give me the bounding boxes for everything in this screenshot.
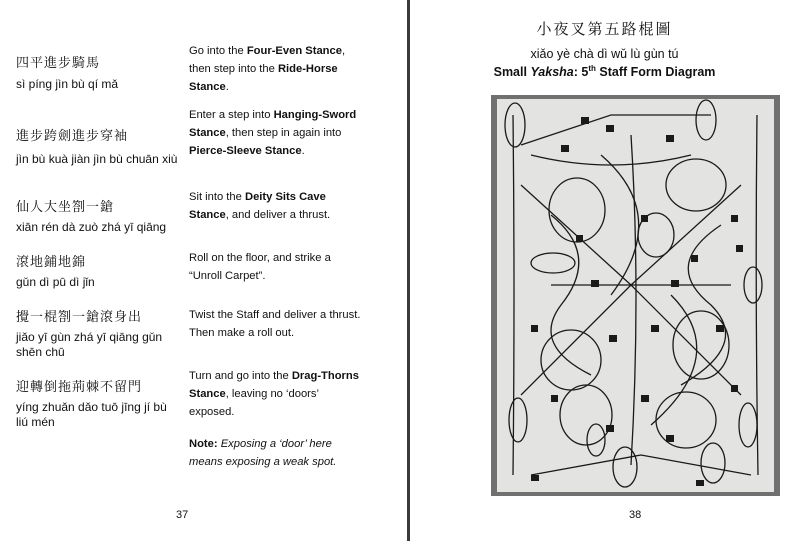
title-english-italic: Yaksha (530, 65, 574, 80)
entry-pinyin: jiǎo yī gùn zhá yī qiāng gǔn shēn chū (16, 330, 163, 359)
diagram-title-pinyin: xiǎo yè chà dì wǔ lù gùn tú (530, 47, 679, 61)
diagram-title-hanzi: 小夜叉第五路棍圖 (536, 20, 673, 38)
translation-text: , then step in again into (225, 127, 342, 139)
translation-text: . (301, 145, 305, 157)
entry-pinyin: jìn bù kuà jiàn jìn bù chuān xiù (16, 152, 178, 166)
entry-hanzi: 仙人大坐劄一鎗 (16, 200, 115, 215)
entry-translation (189, 367, 364, 421)
translation-text: , and deliver a thrust. (225, 209, 331, 221)
entry-translation (189, 42, 364, 96)
note (189, 435, 364, 471)
page-number-right: 38 (629, 509, 642, 521)
entry-hanzi: 攪一棍劄一鎗滾身出 (16, 310, 143, 325)
note-text: Exposing a ‘door’ here means exposing a weak spot. (189, 438, 337, 468)
diagram-drawing (491, 95, 780, 496)
translation-text: Go into the (189, 45, 247, 57)
staff-form-diagram (491, 95, 780, 496)
stance-name: Pierce-Sleeve Stance (189, 145, 302, 157)
stance-name: Ride-Horse Stance (189, 63, 338, 93)
entry-pinyin: gǔn dì pū dì jǐn (16, 275, 95, 289)
entry-translation (189, 188, 364, 224)
title-english-sup: th (588, 64, 596, 73)
entry-translation (189, 249, 364, 285)
entry-translation (189, 306, 364, 342)
title-english-prefix: Small (493, 65, 531, 80)
note-label: Note: (189, 438, 218, 450)
translation-text: , then step into the (189, 45, 346, 75)
stance-name: Drag-Thorns Stance (189, 370, 359, 400)
entry-pinyin: xiān rén dà zuò zhá yī qiāng (16, 220, 167, 234)
translation-text: Sit into the (189, 191, 245, 203)
page-number-left: 37 (176, 509, 189, 521)
entry-translation (189, 106, 364, 160)
entry-hanzi: 迎轉倒拖荊棘不留門 (16, 380, 143, 395)
translation-text: . (225, 81, 229, 93)
entry-pinyin: sì píng jìn bù qí mǎ (16, 77, 119, 91)
entry-hanzi: 四平進步騎馬 (16, 56, 101, 71)
entry-pinyin: yíng zhuǎn dǎo tuō jīng jí bù liú mén (16, 400, 167, 429)
entry-hanzi: 滾地鋪地錦 (16, 255, 87, 270)
translation-text: Enter a step into (189, 109, 274, 121)
title-english-suffix: Staff Form Diagram (595, 65, 716, 80)
translation-text: , leaving no ‘doors’ exposed. (189, 388, 319, 418)
stance-name: Four-Even Stance (246, 45, 342, 57)
entry-hanzi: 進步跨劍進步穿袖 (16, 129, 129, 144)
stance-name: Hanging-Sword Stance (189, 109, 357, 139)
translation-text: Turn and go into the (189, 370, 292, 382)
stance-name: Deity Sits Cave Stance (189, 191, 326, 221)
translation-text: Twist the Staff and deliver a thrust. Then make a roll out. (189, 309, 361, 339)
diagram-title-english (410, 64, 799, 79)
title-english-mid: : 5 (573, 65, 589, 80)
translation-text: Roll on the floor, and strike a “Unroll Carpet”. (189, 252, 331, 282)
right-page (410, 0, 799, 541)
